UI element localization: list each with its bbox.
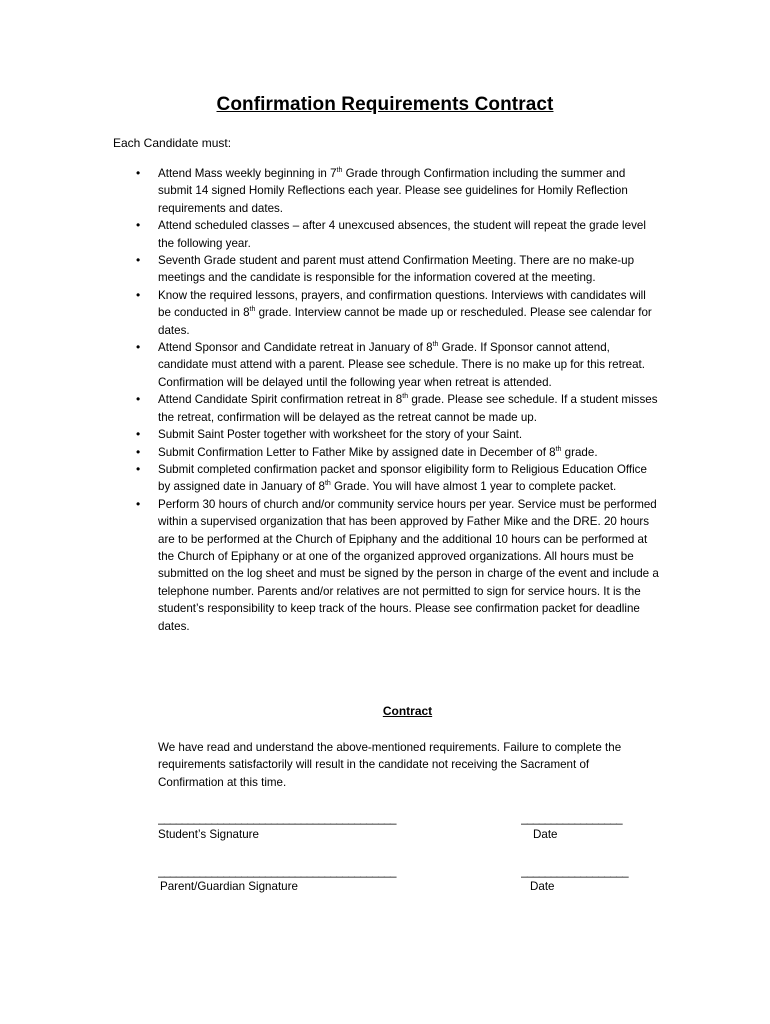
parent-signature-label: Parent/Guardian Signature <box>160 880 298 893</box>
list-item: • Attend Mass weekly beginning in 7th Grade through Confirmation including the summer and submit 14 signed Homily Reflections each year. Please see guidelines for Homily Reflection requirements and dates. <box>158 165 660 217</box>
student-signature-label: Student’s Signature <box>158 828 259 841</box>
list-item: • Submit Confirmation Letter to Father Mike by assigned date in December of 8th grade. <box>158 444 660 461</box>
list-item: • Attend Candidate Spirit confirmation retreat in 8th grade. Please see schedule. If a student misses the retreat, confirmation will be delayed as the retreat cannot be made up. <box>158 391 660 426</box>
list-item: • Attend scheduled classes – after 4 unexcused absences, the student will repeat the grade level the following year. <box>158 217 660 252</box>
parent-date-label: Date <box>530 880 555 893</box>
list-item: • Attend Sponsor and Candidate retreat in January of 8th Grade. If Sponsor cannot attend, candidate must attend with a parent. Please see schedule. There is no make up for this retreat. Confirmation will be delayed until the following year when retreat is attended. <box>158 339 660 391</box>
page-title: Confirmation Requirements Contract <box>216 94 554 115</box>
student-date-label: Date <box>533 828 558 841</box>
list-item: • Submit Saint Poster together with worksheet for the story of your Saint. <box>158 426 660 443</box>
list-item: • Submit completed confirmation packet and sponsor eligibility form to Religious Education Office by assigned date in January of 8th Grade. You will have almost 1 year to complete packet. <box>158 461 660 496</box>
intro-text: Each Candidate must: <box>113 136 232 150</box>
list-item: • Know the required lessons, prayers, and confirmation questions. Interviews with candidates will be conducted in 8th grade. Interview cannot be made up or rescheduled. Please see calendar for dates. <box>158 287 660 339</box>
student-date-line: _________________ <box>521 812 623 825</box>
contract-heading: Contract <box>382 704 433 718</box>
parent-date-line: __________________ <box>521 865 629 878</box>
student-signature-line: ________________________________________ <box>158 812 396 825</box>
requirements-list <box>158 165 660 635</box>
list-item: • Seventh Grade student and parent must attend Confirmation Meeting. There are no make-up meetings and the candidate is responsible for the information covered at the meeting. <box>158 252 660 287</box>
agreement-text: We have read and understand the above-mentioned requirements. Failure to complete the requirements satisfactorily will result in the candidate not receiving the Sacrament of Confirmation at this time. <box>158 741 622 789</box>
parent-signature-line: ________________________________________ <box>158 865 396 878</box>
list-item: • Perform 30 hours of church and/or community service hours per year. Service must be performed within a supervised organization that has been approved by Father Mike and the DRE. 20 hours are to be performed at the Church of Epiphany and the additional 10 hours can be performed at the Church of Epiphany or at one of the organized approved organizations. All hours must be submitted on the log sheet and must be signed by the person in charge of the event and include a telephone number. Parents and/or relatives are not permitted to sign for service hours. It is the student’s responsibility to keep track of the hours. Please see confirmation packet for deadline dates. <box>158 496 660 635</box>
